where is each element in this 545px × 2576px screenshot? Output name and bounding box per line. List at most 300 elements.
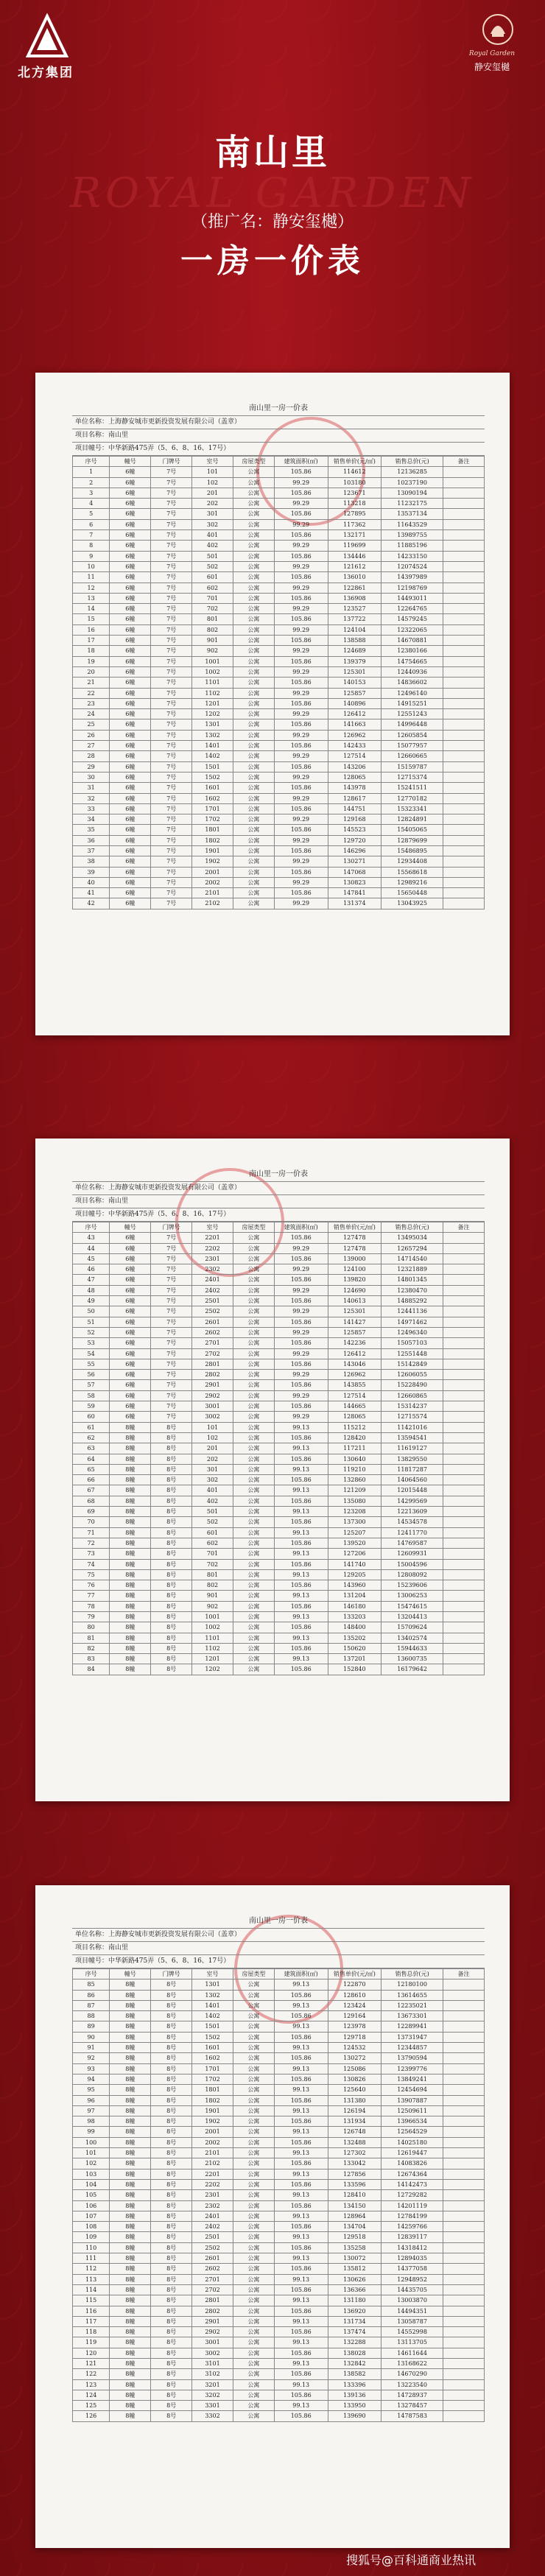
table-cell: 1002 xyxy=(192,666,233,677)
table-cell: 7号 xyxy=(151,509,192,519)
table-cell: 6幢 xyxy=(110,835,151,845)
table-cell: 6幢 xyxy=(110,1401,151,1412)
table-cell: 18 xyxy=(73,646,110,656)
table-cell: 6幢 xyxy=(110,1253,151,1264)
table-cell: 901 xyxy=(192,1591,233,1601)
table-row xyxy=(73,1253,485,1264)
table-cell: 8幢 xyxy=(110,2148,151,2158)
table-cell: 22 xyxy=(73,688,110,698)
table-cell: 6幢 xyxy=(110,814,151,825)
table-cell: 公寓 xyxy=(233,2116,274,2127)
table-cell: 66 xyxy=(73,1475,110,1485)
table-cell: 105.86 xyxy=(274,2179,328,2189)
table-row xyxy=(73,477,485,488)
table-cell: 59 xyxy=(73,1401,110,1412)
page-title: 南山里 xyxy=(214,132,330,173)
table-cell: 138028 xyxy=(328,2348,382,2358)
table-cell: 139520 xyxy=(328,1538,382,1548)
table-cell: 12619447 xyxy=(382,2148,443,2158)
table-cell: 6幢 xyxy=(110,803,151,814)
table-cell: 8幢 xyxy=(110,2242,151,2253)
table-cell: 105.86 xyxy=(274,2411,328,2421)
table-cell: 公寓 xyxy=(233,1401,274,1412)
table-cell: 601 xyxy=(192,1527,233,1538)
table-cell: 1301 xyxy=(192,1979,233,1990)
table-cell: 60 xyxy=(73,1412,110,1422)
table-cell: 1001 xyxy=(192,656,233,666)
table-cell: 1801 xyxy=(192,2085,233,2095)
table-cell: 6幢 xyxy=(110,888,151,898)
table-cell xyxy=(443,519,485,529)
table-cell: 51 xyxy=(73,1317,110,1327)
table-cell: 8幢 xyxy=(110,2116,151,2127)
table-cell: 7号 xyxy=(151,741,192,751)
table-cell: 8号 xyxy=(151,1422,192,1432)
table-cell: 105.86 xyxy=(274,1517,328,1527)
table-cell: 43 xyxy=(73,1233,110,1243)
table-cell: 133950 xyxy=(328,2401,382,2411)
table-cell: 公寓 xyxy=(233,2179,274,2189)
table-cell xyxy=(443,1549,485,1559)
table-cell: 公寓 xyxy=(233,741,274,751)
table-cell: 126194 xyxy=(328,2105,382,2116)
table-row xyxy=(73,1580,485,1591)
table-cell: 117211 xyxy=(328,1443,382,1454)
table-cell: 8号 xyxy=(151,1432,192,1443)
table-row xyxy=(73,2306,485,2316)
table-cell: 38 xyxy=(73,856,110,867)
table-cell: 126748 xyxy=(328,2127,382,2137)
table-cell: 14787583 xyxy=(382,2411,443,2421)
table-cell: 6幢 xyxy=(110,688,151,698)
table-row xyxy=(73,572,485,583)
table-cell: 2201 xyxy=(192,2169,233,2179)
table-cell: 公寓 xyxy=(233,845,274,856)
table-cell xyxy=(443,1664,485,1675)
table-cell: 139820 xyxy=(328,1275,382,1285)
table-cell: 105.86 xyxy=(274,593,328,603)
table-cell: 公寓 xyxy=(233,1549,274,1559)
table-cell: 6幢 xyxy=(110,1390,151,1401)
table-cell: 14201119 xyxy=(382,2200,443,2211)
table-row xyxy=(73,593,485,603)
table-cell: 8号 xyxy=(151,1464,192,1474)
table-cell: 公寓 xyxy=(233,2169,274,2179)
table-cell: 11619127 xyxy=(382,1443,443,1454)
table-cell: 6幢 xyxy=(110,1243,151,1253)
table-cell: 公寓 xyxy=(233,1664,274,1675)
column-header: 销售总价(元) xyxy=(382,1222,443,1233)
table-cell: 130271 xyxy=(328,856,382,867)
table-cell: 99.29 xyxy=(274,835,328,845)
table-cell: 6幢 xyxy=(110,761,151,772)
table-cell xyxy=(443,2021,485,2032)
table-cell: 14142473 xyxy=(382,2179,443,2189)
table-row xyxy=(73,1979,485,1990)
table-cell: 99.13 xyxy=(274,2021,328,2032)
table-cell: 13790594 xyxy=(382,2053,443,2063)
title-watermark: ROYAL GARDEN xyxy=(69,169,476,217)
table-cell: 125301 xyxy=(328,666,382,677)
table-cell: 126962 xyxy=(328,1370,382,1380)
table-cell: 12551243 xyxy=(382,709,443,719)
table-cell: 17 xyxy=(73,636,110,646)
table-cell: 公寓 xyxy=(233,1475,274,1485)
table-cell: 公寓 xyxy=(233,1569,274,1580)
table-cell xyxy=(443,1538,485,1548)
table-cell: 7号 xyxy=(151,477,192,488)
table-cell: 103 xyxy=(73,2169,110,2179)
table-cell: 2302 xyxy=(192,2200,233,2211)
table-cell: 15 xyxy=(73,614,110,624)
table-cell xyxy=(443,1517,485,1527)
table-cell: 140613 xyxy=(328,1296,382,1306)
table-cell: 36 xyxy=(73,835,110,845)
table-cell: 97 xyxy=(73,2105,110,2116)
table-cell: 8号 xyxy=(151,1622,192,1633)
table-cell: 公寓 xyxy=(233,572,274,583)
table-cell: 73 xyxy=(73,1549,110,1559)
table-cell: 105.86 xyxy=(274,1338,328,1348)
table-cell: 105.86 xyxy=(274,698,328,708)
table-cell: 7号 xyxy=(151,666,192,677)
table-cell: 99.29 xyxy=(274,1285,328,1295)
table-cell: 138582 xyxy=(328,2369,382,2379)
table-cell: 公寓 xyxy=(233,825,274,835)
table-cell xyxy=(443,583,485,593)
table-cell: 105.86 xyxy=(274,1538,328,1548)
table-cell: 99.29 xyxy=(274,856,328,867)
table-cell: 3202 xyxy=(192,2390,233,2400)
table-row xyxy=(73,1243,485,1253)
table-cell: 7号 xyxy=(151,583,192,593)
table-cell: 4 xyxy=(73,499,110,509)
table-cell: 6幢 xyxy=(110,845,151,856)
table-row xyxy=(73,783,485,793)
table-cell xyxy=(443,1643,485,1653)
table-cell: 6幢 xyxy=(110,719,151,730)
table-cell: 3102 xyxy=(192,2369,233,2379)
table-cell: 8号 xyxy=(151,2253,192,2264)
table-cell: 13058787 xyxy=(382,2316,443,2326)
table-cell: 123424 xyxy=(328,2000,382,2010)
table-cell: 105.86 xyxy=(274,888,328,898)
price-sheet-3 xyxy=(35,1885,510,2548)
table-cell: 12496140 xyxy=(382,688,443,698)
table-cell: 公寓 xyxy=(233,888,274,898)
table-cell: 8幢 xyxy=(110,1591,151,1601)
table-cell: 105.86 xyxy=(274,1643,328,1653)
table-cell: 72 xyxy=(73,1538,110,1548)
table-cell: 8号 xyxy=(151,1979,192,1990)
table-row xyxy=(73,2369,485,2379)
table-row xyxy=(73,2053,485,2063)
table-cell xyxy=(443,2284,485,2295)
table-cell: 116 xyxy=(73,2306,110,2316)
table-cell xyxy=(443,499,485,509)
table-cell: 8号 xyxy=(151,1485,192,1496)
table-cell: 402 xyxy=(192,541,233,551)
table-cell: 99.29 xyxy=(274,772,328,782)
table-cell: 公寓 xyxy=(233,1317,274,1327)
table-row xyxy=(73,2158,485,2169)
table-cell: 71 xyxy=(73,1527,110,1538)
table-cell: 141663 xyxy=(328,719,382,730)
table-row xyxy=(73,2137,485,2147)
table-cell: 21 xyxy=(73,678,110,688)
table-cell: 8 xyxy=(73,541,110,551)
table-cell: 公寓 xyxy=(233,2411,274,2421)
table-cell: 6幢 xyxy=(110,614,151,624)
table-cell: 1201 xyxy=(192,1654,233,1664)
table-cell xyxy=(443,1296,485,1306)
table-cell: 74 xyxy=(73,1559,110,1569)
table-row xyxy=(73,1538,485,1548)
table-cell xyxy=(443,1264,485,1275)
table-cell: 8幢 xyxy=(110,2074,151,2084)
table-cell: 公寓 xyxy=(233,2074,274,2084)
table-cell: 公寓 xyxy=(233,2327,274,2337)
table-cell: 7号 xyxy=(151,835,192,845)
table-cell: 公寓 xyxy=(233,1390,274,1401)
table-cell: 8幢 xyxy=(110,2284,151,2295)
table-cell: 12729282 xyxy=(382,2190,443,2200)
table-cell: 12564529 xyxy=(382,2127,443,2137)
table-cell: 3201 xyxy=(192,2379,233,2390)
table-cell: 2501 xyxy=(192,1296,233,1306)
table-cell: 14915251 xyxy=(382,698,443,708)
table-cell xyxy=(443,666,485,677)
table-cell: 8号 xyxy=(151,2011,192,2021)
table-cell: 6幢 xyxy=(110,646,151,656)
table-cell xyxy=(443,1633,485,1643)
buildings-line: 项目幢号：中华新路475弄（5、6、8、16、17号） xyxy=(72,1208,485,1222)
table-cell: 14579245 xyxy=(382,614,443,624)
table-cell: 105.86 xyxy=(274,741,328,751)
table-row xyxy=(73,1264,485,1275)
column-header: 房屋类型 xyxy=(233,457,274,467)
table-cell: 6幢 xyxy=(110,1348,151,1359)
table-cell: 127478 xyxy=(328,1233,382,1243)
column-header: 销售单价(元/㎡) xyxy=(328,457,382,467)
table-cell: 公寓 xyxy=(233,2085,274,2095)
table-cell: 99.29 xyxy=(274,1306,328,1317)
table-cell: 公寓 xyxy=(233,1233,274,1243)
table-cell xyxy=(443,636,485,646)
table-cell: 99.13 xyxy=(274,1422,328,1432)
table-cell: 13402574 xyxy=(382,1633,443,1643)
table-cell: 2002 xyxy=(192,877,233,887)
table-cell: 148400 xyxy=(328,1622,382,1633)
table-cell xyxy=(443,2127,485,2137)
table-cell: 8号 xyxy=(151,1990,192,2000)
table-cell xyxy=(443,2074,485,2084)
table-cell: 14 xyxy=(73,604,110,614)
table-cell: 公寓 xyxy=(233,751,274,761)
table-row xyxy=(73,646,485,656)
table-row xyxy=(73,530,485,541)
table-cell: 105.86 xyxy=(274,2284,328,2295)
table-cell: 99.29 xyxy=(274,1390,328,1401)
table-cell: 公寓 xyxy=(233,1412,274,1422)
table-row xyxy=(73,1507,485,1517)
table-cell: 99.13 xyxy=(274,2232,328,2242)
table-cell: 101 xyxy=(192,467,233,477)
table-cell xyxy=(443,1454,485,1464)
table-cell: 143960 xyxy=(328,1580,382,1591)
table-cell: 99.13 xyxy=(274,2190,328,2200)
table-cell: 公寓 xyxy=(233,803,274,814)
table-cell: 146180 xyxy=(328,1601,382,1611)
table-cell: 7号 xyxy=(151,1285,192,1295)
column-header: 序号 xyxy=(73,1222,110,1233)
table-cell: 8幢 xyxy=(110,2169,151,2179)
table-cell: 公寓 xyxy=(233,2063,274,2074)
table-cell: 2302 xyxy=(192,1264,233,1275)
table-cell: 6幢 xyxy=(110,825,151,835)
table-row xyxy=(73,583,485,593)
table-cell: 132288 xyxy=(328,2337,382,2348)
table-cell: 125 xyxy=(73,2401,110,2411)
table-cell: 113218 xyxy=(328,499,382,509)
column-header: 门牌号 xyxy=(151,1969,192,1979)
table-cell: 1702 xyxy=(192,814,233,825)
table-cell: 7号 xyxy=(151,814,192,825)
table-cell: 8号 xyxy=(151,2032,192,2042)
table-cell xyxy=(443,1496,485,1506)
table-cell: 2001 xyxy=(192,2127,233,2137)
table-cell: 8幢 xyxy=(110,2127,151,2137)
table-cell: 12839117 xyxy=(382,2232,443,2242)
table-cell: 8幢 xyxy=(110,2253,151,2264)
table-cell: 93 xyxy=(73,2063,110,2074)
table-cell: 2902 xyxy=(192,2327,233,2337)
table-cell: 2301 xyxy=(192,2190,233,2200)
column-header: 室号 xyxy=(192,1222,233,1233)
table-cell: 7号 xyxy=(151,1296,192,1306)
table-cell: 102 xyxy=(73,2158,110,2169)
table-cell: 118 xyxy=(73,2327,110,2337)
table-cell: 12551448 xyxy=(382,1348,443,1359)
table-row xyxy=(73,2242,485,2253)
table-cell: 公寓 xyxy=(233,467,274,477)
table-cell: 27 xyxy=(73,741,110,751)
table-cell: 8号 xyxy=(151,2348,192,2358)
table-cell: 77 xyxy=(73,1591,110,1601)
table-cell: 99 xyxy=(73,2127,110,2137)
table-row xyxy=(73,1633,485,1643)
table-cell: 114 xyxy=(73,2284,110,2295)
table-cell: 15323341 xyxy=(382,803,443,814)
table-cell: 7号 xyxy=(151,1264,192,1275)
table-cell xyxy=(443,624,485,635)
table-cell: 99.13 xyxy=(274,2043,328,2053)
table-row xyxy=(73,2337,485,2348)
table-cell: 12509611 xyxy=(382,2105,443,2116)
column-header: 销售单价(元/㎡) xyxy=(328,1969,382,1979)
table-cell: 57 xyxy=(73,1380,110,1390)
table-cell: 99.29 xyxy=(274,519,328,529)
table-cell: 26 xyxy=(73,730,110,740)
table-cell: 14714540 xyxy=(382,1253,443,1264)
table-cell xyxy=(443,2306,485,2316)
table-cell xyxy=(443,741,485,751)
table-cell: 7号 xyxy=(151,772,192,782)
table-cell: 公寓 xyxy=(233,1243,274,1253)
table-cell: 2202 xyxy=(192,1243,233,1253)
table-cell: 13731947 xyxy=(382,2032,443,2042)
table-cell: 7号 xyxy=(151,898,192,909)
table-cell: 12770182 xyxy=(382,793,443,803)
table-cell: 2602 xyxy=(192,1327,233,1337)
table-cell xyxy=(443,2337,485,2348)
table-header-row xyxy=(73,457,485,467)
table-row xyxy=(73,2401,485,2411)
table-cell: 6幢 xyxy=(110,519,151,529)
table-cell: 公寓 xyxy=(233,666,274,677)
table-row xyxy=(73,509,485,519)
table-cell: 6幢 xyxy=(110,1296,151,1306)
table-cell: 137722 xyxy=(328,614,382,624)
table-cell: 134150 xyxy=(328,2200,382,2211)
table-cell: 公寓 xyxy=(233,561,274,571)
table-cell: 14552998 xyxy=(382,2327,443,2337)
table-cell: 11817287 xyxy=(382,1464,443,1474)
table-cell: 1602 xyxy=(192,2053,233,2063)
table-cell: 99.13 xyxy=(274,2379,328,2390)
table-cell: 8幢 xyxy=(110,2358,151,2368)
table-cell: 139690 xyxy=(328,2411,382,2421)
table-cell: 1102 xyxy=(192,1643,233,1653)
table-cell: 8号 xyxy=(151,1611,192,1622)
table-cell: 11885196 xyxy=(382,541,443,551)
table-row xyxy=(73,519,485,529)
table-row xyxy=(73,1496,485,1506)
table-cell: 8号 xyxy=(151,2211,192,2221)
table-cell: 15314237 xyxy=(382,1401,443,1412)
table-cell: 8号 xyxy=(151,2200,192,2211)
table-row xyxy=(73,2011,485,2021)
table-cell: 124690 xyxy=(328,1285,382,1295)
table-cell: 7 xyxy=(73,530,110,541)
table-cell: 6幢 xyxy=(110,509,151,519)
table-cell: 8幢 xyxy=(110,2200,151,2211)
table-row xyxy=(73,814,485,825)
table-cell: 12321889 xyxy=(382,1264,443,1275)
table-cell xyxy=(443,1390,485,1401)
table-cell: 6幢 xyxy=(110,1412,151,1422)
table-cell: 202 xyxy=(192,499,233,509)
table-cell: 401 xyxy=(192,1485,233,1496)
table-cell: 105.86 xyxy=(274,1359,328,1369)
table-cell: 135258 xyxy=(328,2242,382,2253)
table-cell: 7号 xyxy=(151,1380,192,1390)
table-cell: 105.86 xyxy=(274,2306,328,2316)
table-cell: 公寓 xyxy=(233,477,274,488)
table-cell: 105.86 xyxy=(274,2242,328,2253)
table-cell: 136920 xyxy=(328,2306,382,2316)
table-cell: 7号 xyxy=(151,1327,192,1337)
table-cell: 1601 xyxy=(192,2043,233,2053)
table-cell: 8号 xyxy=(151,1633,192,1643)
table-cell xyxy=(443,1275,485,1285)
table-cell: 公寓 xyxy=(233,1422,274,1432)
table-cell xyxy=(443,867,485,877)
table-cell: 6 xyxy=(73,519,110,529)
column-header: 房屋类型 xyxy=(233,1222,274,1233)
table-row xyxy=(73,2253,485,2264)
table-cell: 99.13 xyxy=(274,2401,328,2411)
